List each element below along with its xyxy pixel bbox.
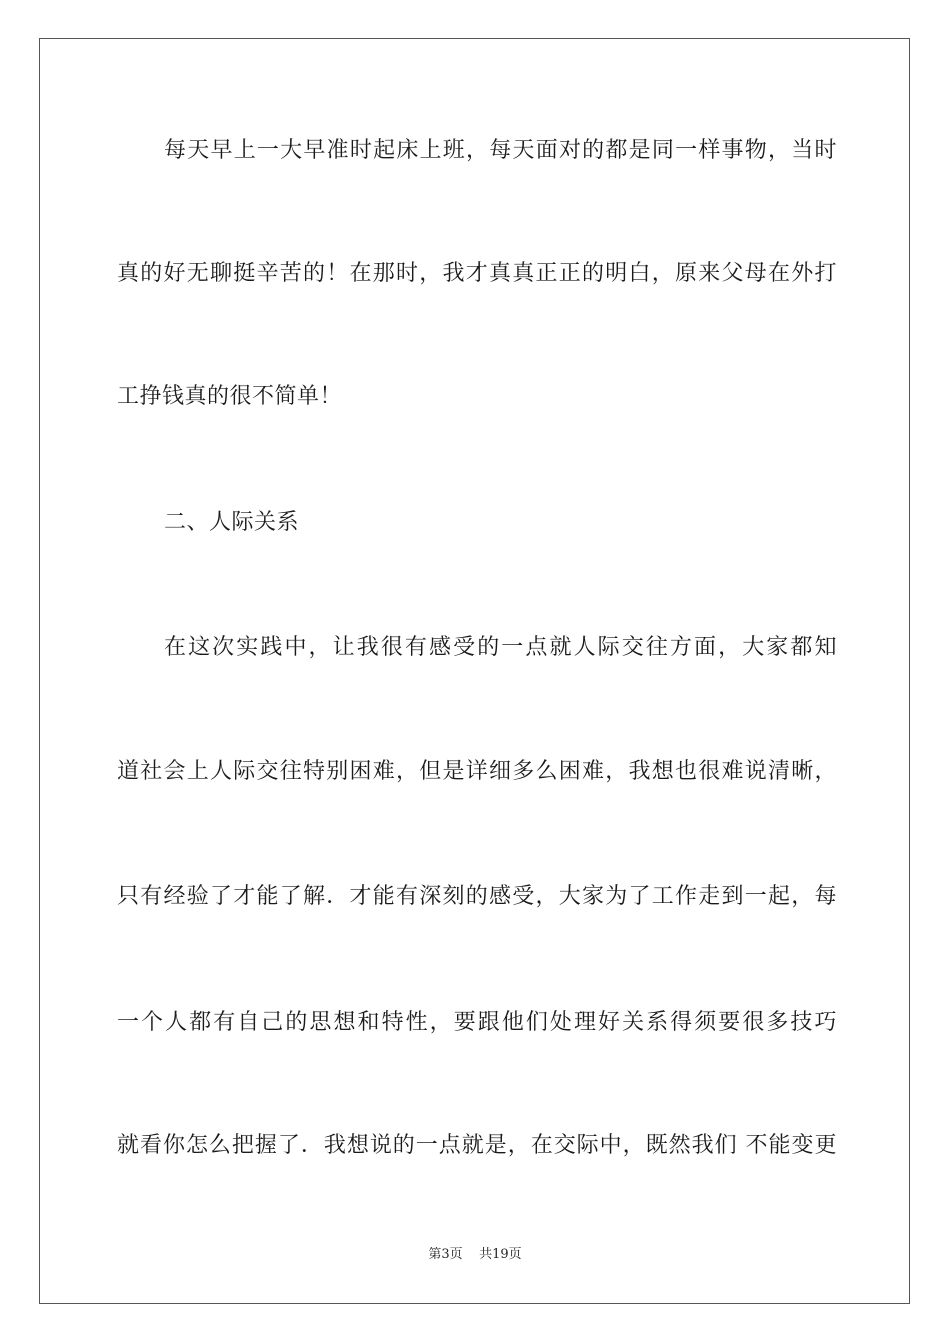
paragraph-line: 工挣钱真的很不简单！ [117,384,343,409]
paragraph-line: 真的好无聊挺辛苦的！在那时，我才真真正正的明白，原来父母在外打 [117,261,837,286]
page-total: 共19页 [479,1247,522,1262]
paragraph-line: 一个人都有自己的思想和特性，要跟他们处理好关系得须要很多技巧 [117,1010,837,1035]
page-border [39,38,910,1304]
page-footer [0,1245,950,1265]
paragraph-line: 就看你怎么把握了．我想说的一点就是，在交际中，既然我们 不能变更 [117,1133,837,1158]
section-heading: 二、人际关系 [164,510,300,535]
paragraph-line: 每天早上一大早准时起床上班，每天面对的都是同一样事物，当时 [164,138,837,163]
paragraph-line: 只有经验了才能了解．才能有深刻的感受，大家为了工作走到一起，每 [117,884,837,909]
paragraph-line: 在这次实践中，让我很有感受的一点就人际交往方面，大家都知 [164,635,837,660]
paragraph-line: 道社会上人际交往特别困难，但是详细多么困难，我想也很难说清晰， [117,759,837,784]
page-number: 第3页 [428,1247,463,1262]
